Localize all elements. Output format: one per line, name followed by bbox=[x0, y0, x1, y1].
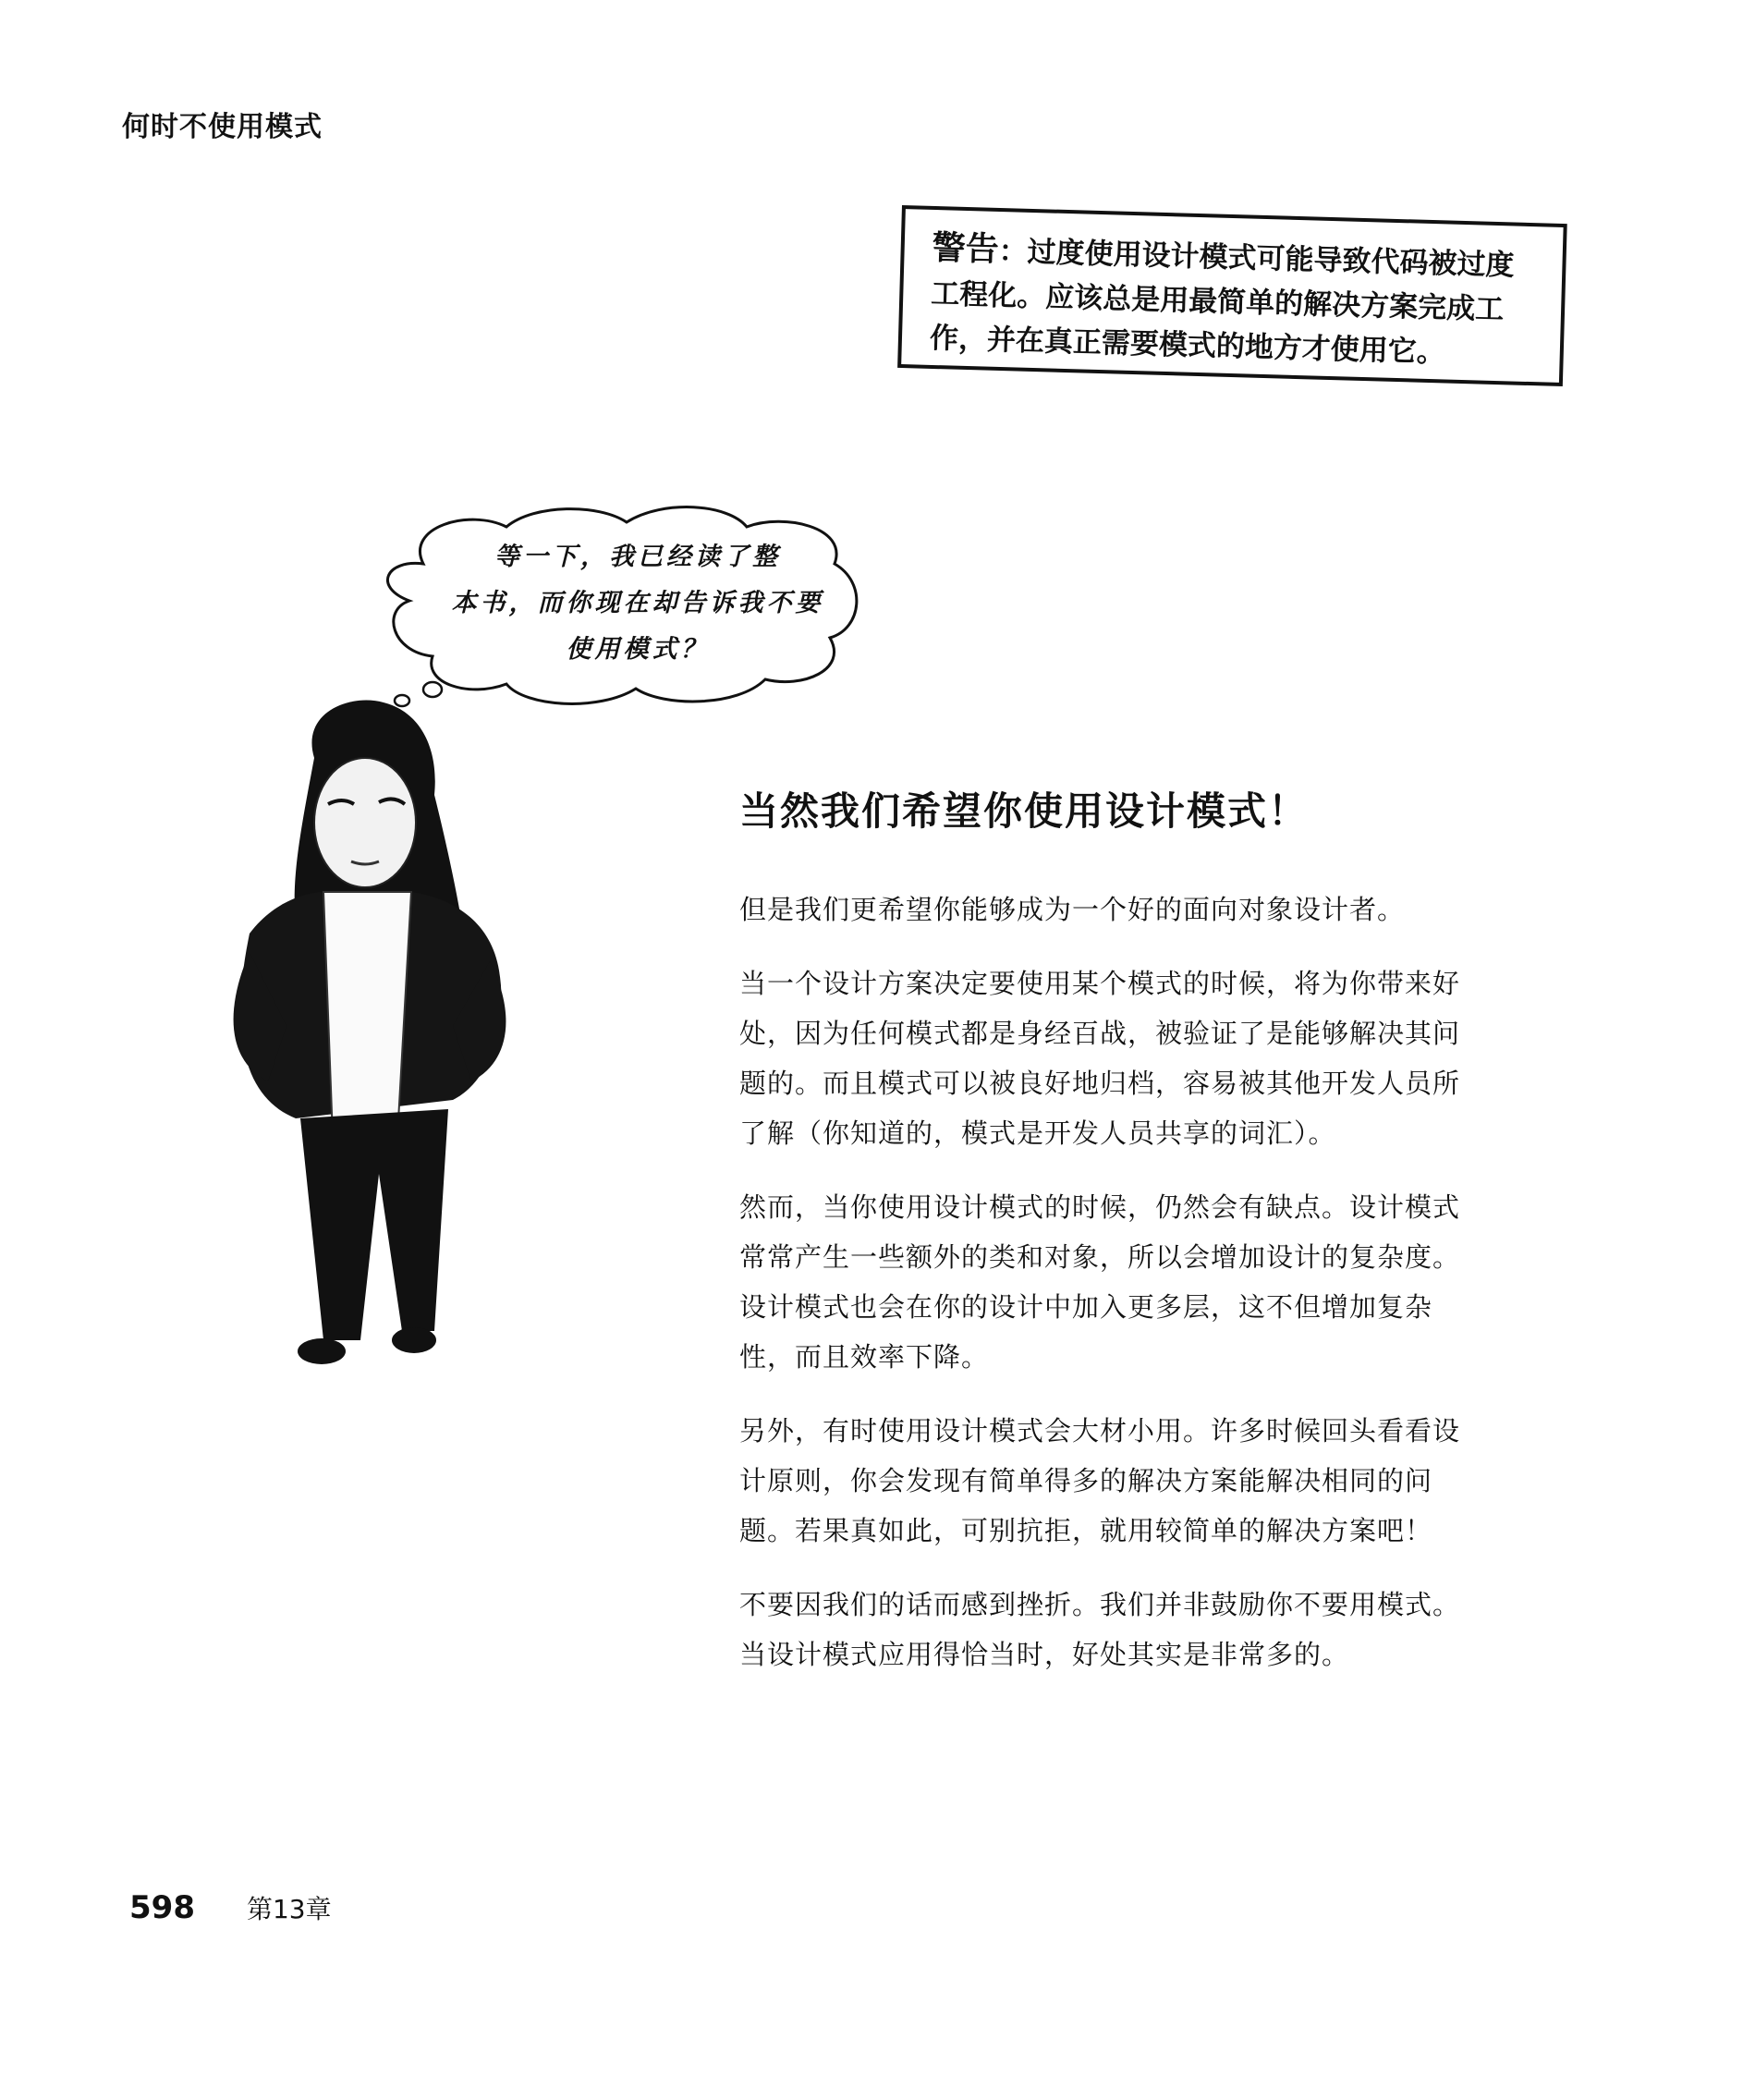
running-head: 何时不使用模式 bbox=[122, 111, 323, 143]
article-heading: 当然我们希望你使用设计模式！ bbox=[739, 788, 1310, 834]
article-paragraph: 然而，当你使用设计模式的时候，仍然会有缺点。设计模式常常产生一些额外的类和对象，所以会增加设计的复杂度。设计模式也会在你的设计中加入更多层，这不但增加复杂性，而且效率下降。 bbox=[739, 1191, 1461, 1373]
warning-label: 警告 bbox=[932, 228, 1000, 269]
woman-figure-illustration bbox=[213, 693, 545, 1377]
article-paragraph: 但是我们更希望你能够成为一个好的面向对象设计者。 bbox=[739, 894, 1406, 925]
article-paragraph: 当一个设计方案决定要使用某个模式的时候，将为你带来好处，因为任何模式都是身经百战，被验证了是能够解决其问题的。而且模式可以被良好地归档，容易被其他开发人员所了解（你知道的，模式是开发人员共享的词汇）。 bbox=[739, 968, 1461, 1149]
article-paragraph: 另外，有时使用设计模式会大材小用。许多时候回头看看设计原则，你会发现有简单得多的解决方案能解决相同的问题。若果真如此，可别抗拒，就用较简单的解决方案吧！ bbox=[739, 1415, 1461, 1546]
page-number: 598 bbox=[129, 1889, 195, 1926]
bubble-line: 等一下，我已经读了整 bbox=[494, 543, 781, 571]
page-footer bbox=[129, 1889, 332, 1926]
article bbox=[739, 781, 1479, 1703]
chapter-label: 第13章 bbox=[246, 1894, 332, 1924]
bubble-line: 本书，而你现在却告诉我不要 bbox=[451, 589, 824, 617]
warning-text: ：过度使用设计模式可能导致代码被过度工程化。应该总是用最简单的解决方案完成工作，并在真正需要模式的地方才使用它。 bbox=[929, 234, 1515, 370]
warning-box bbox=[897, 205, 1567, 386]
article-paragraph: 不要因我们的话而感到挫折。我们并非鼓励你不要用模式。当设计模式应用得恰当时，好处其实是非常多的。 bbox=[739, 1589, 1461, 1670]
bubble-line: 使用模式？ bbox=[566, 635, 710, 664]
thought-bubble-text bbox=[434, 534, 841, 673]
